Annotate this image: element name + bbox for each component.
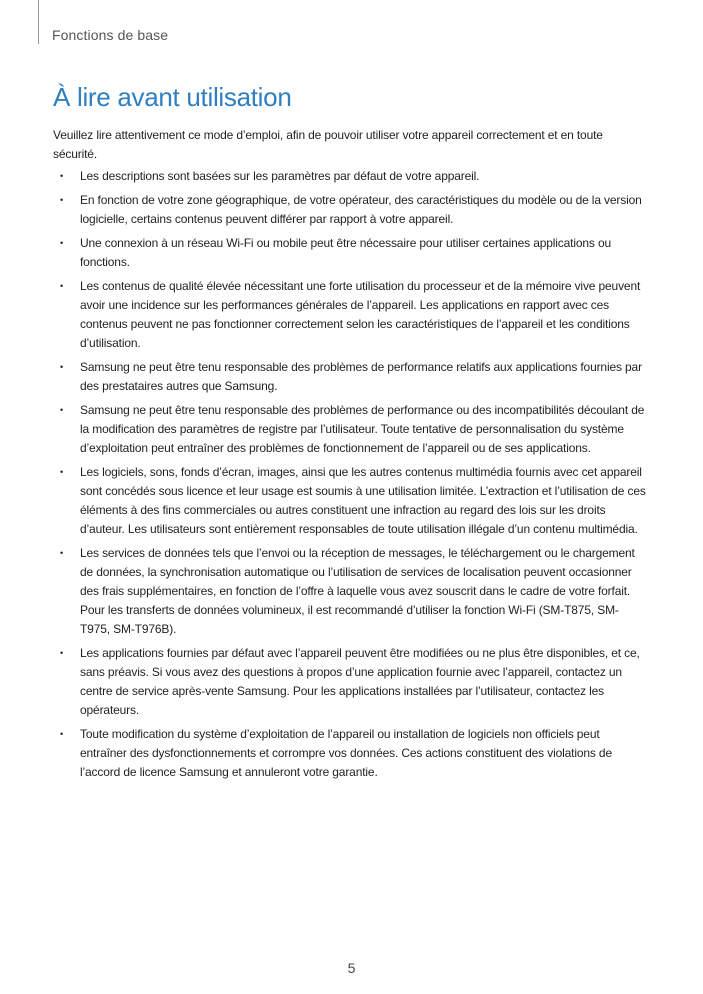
page-number: 5 — [347, 960, 356, 976]
bullet-icon: • — [60, 171, 64, 181]
section-header: Fonctions de base — [52, 27, 169, 43]
bullet-item — [53, 644, 648, 720]
bullet-icon: • — [60, 195, 64, 205]
header-divider — [38, 0, 39, 44]
bullet-text: Toute modification du système d’exploitation de l’appareil ou installation de logiciels non officiels peut entraîner des dysfonctionnements et corrompre vos données. Ces actions constituent des violations de l’accord de licence Samsung et annuleront votre garantie. — [80, 727, 612, 779]
bullet-list — [53, 167, 648, 787]
bullet-icon: • — [60, 362, 64, 372]
bullet-icon: • — [60, 467, 64, 477]
bullet-text: Samsung ne peut être tenu responsable des problèmes de performance ou des incompatibilités découlant de la modification des paramètres de registre par l’utilisateur. Toute tentative de personnalisation du système d’exploitation peut entraîner des problèmes de fonctionnement de l’appareil ou de ses applications. — [80, 403, 645, 455]
bullet-item — [53, 544, 648, 639]
bullet-item — [53, 277, 648, 353]
bullet-icon: • — [60, 405, 64, 415]
bullet-text: Les applications fournies par défaut avec l’appareil peuvent être modifiées ou ne plus être disponibles, et ce, sans préavis. Si vous avez des questions à propos d’une application fournie avec l’appareil, contactez un centre de service après-vente Samsung. Pour les applications installées par l’utilisateur, contactez les opérateurs. — [80, 646, 640, 717]
bullet-icon: • — [60, 548, 64, 558]
bullet-item — [53, 167, 648, 186]
bullet-icon: • — [60, 281, 64, 291]
bullet-text: Les contenus de qualité élevée nécessitant une forte utilisation du processeur et de la mémoire vive peuvent avoir une incidence sur les performances générales de l’appareil. Les applications en rapport avec ces contenus peuvent ne pas fonctionner correctement selon les caractéristiques de l’appareil et les conditions d’utilisation. — [80, 279, 641, 350]
intro-paragraph: Veuillez lire attentivement ce mode d’emploi, afin de pouvoir utiliser votre appareil correctement et en toute sécurité. — [53, 128, 603, 161]
bullet-item — [53, 358, 648, 396]
bullet-icon: • — [60, 238, 64, 248]
bullet-text: Une connexion à un réseau Wi-Fi ou mobile peut être nécessaire pour utiliser certaines applications ou fonctions. — [80, 236, 611, 269]
bullet-text: Les descriptions sont basées sur les paramètres par défaut de votre appareil. — [80, 169, 480, 183]
bullet-item — [53, 725, 648, 782]
bullet-text: Les logiciels, sons, fonds d’écran, images, ainsi que les autres contenus multimédia fournis avec cet appareil sont concédés sous licence et leur usage est soumis à une utilisation limitée. L’extraction et l’utilisation de ces éléments à des fins commerciales ou autres constituent une infraction au regard des lois sur les droits d’auteur. Les utilisateurs sont entièrement responsables de toute utilisation illégale d’un contenu multimédia. — [80, 465, 646, 536]
bullet-item — [53, 234, 648, 272]
bullet-item — [53, 463, 648, 539]
bullet-text: En fonction de votre zone géographique, de votre opérateur, des caractéristiques du modèle ou de la version logicielle, certains contenus peuvent différer par rapport à votre appareil. — [80, 193, 642, 226]
bullet-icon: • — [60, 648, 64, 658]
bullet-icon: • — [60, 729, 64, 739]
bullet-item — [53, 191, 648, 229]
bullet-item — [53, 401, 648, 458]
page-title: À lire avant utilisation — [53, 82, 292, 112]
bullet-text: Les services de données tels que l’envoi ou la réception de messages, le téléchargement ou le chargement de données, la synchronisation automatique ou l’utilisation de services de localisation peuvent occasionner des frais supplémentaires, en fonction de l’offre à laquelle vous avez souscrit dans le cadre de votre forfait. Pour les transferts de données volumineux, il est recommandé d’utiliser la fonction Wi-Fi (SM-T875, SM-T975, SM-T976B). — [80, 546, 635, 636]
bullet-text: Samsung ne peut être tenu responsable des problèmes de performance relatifs aux applications fournies par des prestataires autres que Samsung. — [80, 360, 642, 393]
